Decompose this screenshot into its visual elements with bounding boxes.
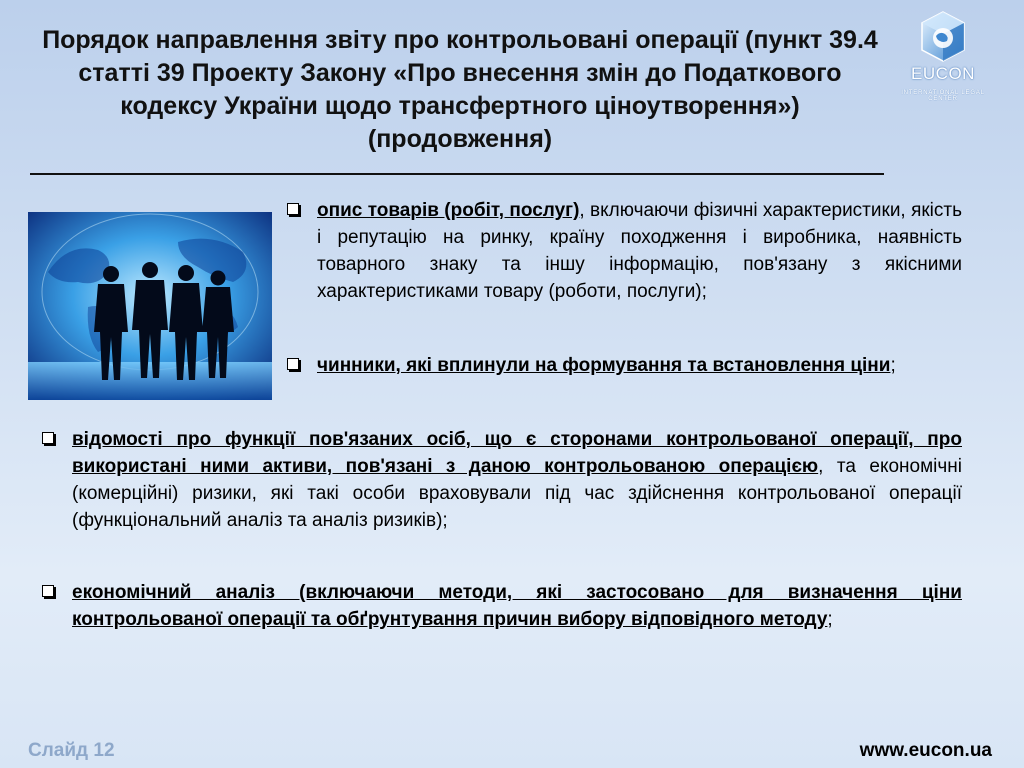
title-divider: [30, 173, 884, 175]
item-bold-text: опис товарів (робіт, послуг): [317, 200, 580, 221]
list-item: [42, 426, 962, 534]
list-item: [287, 197, 962, 305]
slide-number: Слайд 12: [28, 740, 115, 761]
checkbox-bullet-icon: [287, 358, 299, 370]
item-text: ;: [827, 609, 833, 630]
item-text: , включаючи фізичні характеристики, якість і репутацію на ринку, країну походження і виробника, наявність товарного знаку та іншу інформацію, пов'язану з якісними характеристиками товару (роботи, послуги);: [317, 200, 962, 302]
logo-subtitle: INTERNATIONAL LEGAL CENTER: [901, 90, 985, 102]
checkbox-bullet-icon: [42, 585, 54, 597]
slide-title: Порядок направлення звіту про контрольовані операції (пункт 39.4 статті 39 Проекту Закону «Про внесення змін до Податкового кодексу України щодо трансфертного ціноутворення») (продовження): [42, 26, 878, 153]
checkbox-bullet-icon: [287, 203, 299, 215]
list-item: [42, 579, 962, 633]
item-bold-text: чинники, які вплинули на формування та встановлення ціни: [317, 355, 891, 376]
list-item: [287, 352, 962, 379]
logo-name: EUCON: [911, 64, 975, 83]
item-bold-text: економічний аналіз (включаючи методи, які застосовано для визначення ціни контрольованої операції та обґрунтування причин вибору відповідного методу: [72, 582, 962, 630]
business-people-globe-image: [28, 212, 272, 400]
item-bold-text: відомості про функції пов'язаних осіб, що є сторонами контрольованої операції, про використані ними активи, пов'язані з даною контрольованою операцією: [72, 429, 962, 477]
item-text: ;: [890, 355, 896, 376]
website-link[interactable]: www.eucon.ua: [859, 740, 992, 761]
item-text: , та економічні (комерційні) ризики, які такі особи враховували під час здійснення контрольованої операції (функціональний аналіз та аналіз ризиків);: [72, 456, 962, 531]
checkbox-bullet-icon: [42, 432, 54, 444]
eucon-logo-icon: [888, 10, 998, 102]
